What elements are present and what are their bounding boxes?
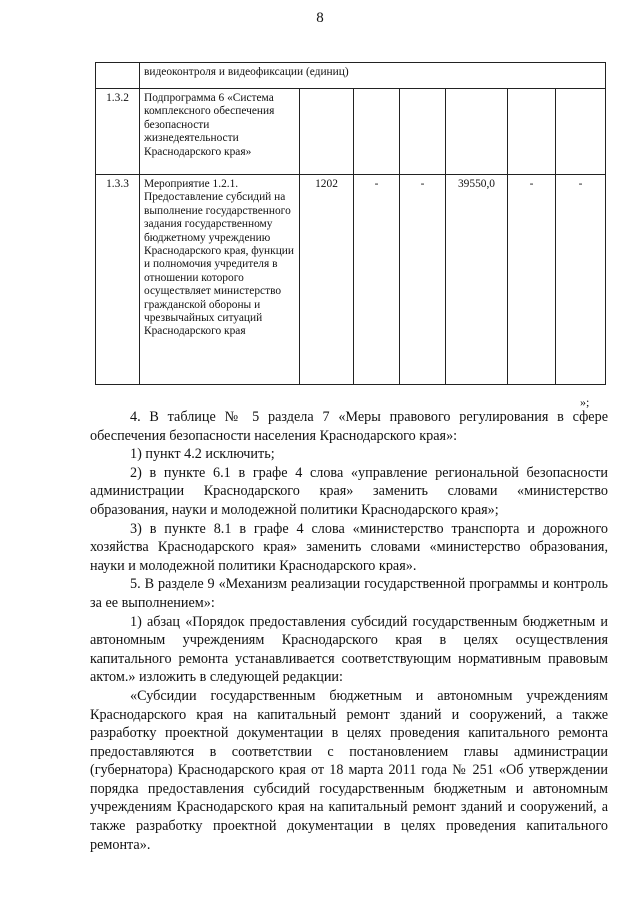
- table-row: [96, 89, 606, 175]
- program-table: [95, 62, 606, 385]
- table-cell: -: [400, 175, 446, 385]
- paragraph: 5. В разделе 9 «Механизм реализации государственной программы и контроль за ее выполнением»:: [90, 576, 608, 611]
- paragraph: «Субсидии государственным бюджетным и автономным учреждениям Краснодарского края на капитальный ремонт зданий и сооружений, а также разработку проектной документации в целях проведения капитального ремонта предоставляются в соответствии с постановлением главы администрации (губернатора) Краснодарского края от 18 марта 2011 года № 251 «Об утверждении порядка предоставления субсидий государственным бюджетным и автономным учреждениям Краснодарского края на капитальный ремонт зданий и сооружений, а также разработку проектной документации в целях проведения капитального ремонта».: [90, 687, 608, 853]
- paragraph: 1) абзац «Порядок предоставления субсидий государственным бюджетным и автономным учреждениям Краснодарского края в целях осуществления капитального ремонта устанавливается соответствующим нормативным правовым актом.» изложить в следующей редакции:: [90, 613, 608, 686]
- table-cell: [446, 89, 508, 175]
- closing-quote: »;: [580, 395, 590, 409]
- paragraph: 2) в пункте 6.1 в графе 4 слова «управление региональной безопасности администрации Краснодарского края» заменить словами «министерство образования, науки и молодежной политики Краснодарского края»;: [90, 464, 608, 518]
- paragraph: 4. В таблице № 5 раздела 7 «Меры правового регулирования в сфере обеспечения безопасности населения Краснодарского края»:: [90, 409, 608, 444]
- row-name: Подпрограмма 6 «Система комплексного обеспечения безопасности жизнедеятельности Краснодарского края»: [140, 89, 300, 175]
- table-cell: -: [508, 175, 556, 385]
- paragraph: 1) пункт 4.2 исключить;: [130, 446, 275, 463]
- body-text: [90, 408, 608, 854]
- row-name: Мероприятие 1.2.1. Предоставление субсидий на выполнение государственного задания государственному бюджетному учреждению Краснодарского края, функции и полномочия учредителя в отношении которого осуществляет министерство гражданской обороны и чрезвычайных ситуаций Краснодарского края: [140, 175, 300, 385]
- table-cell: [556, 89, 606, 175]
- row-number: 1.3.3: [96, 175, 140, 385]
- table-row: [96, 63, 606, 89]
- row-number: 1.3.2: [96, 89, 140, 175]
- table-cell: -: [556, 175, 606, 385]
- page-number: 8: [316, 10, 324, 26]
- row-name: видеоконтроля и видеофиксации (единиц): [140, 63, 606, 89]
- table-row: [96, 175, 606, 385]
- table-cell: -: [354, 175, 400, 385]
- paragraph: 3) в пункте 8.1 в графе 4 слова «министерство транспорта и дорожного хозяйства Краснодарского края» заменить словами «министерство образования, науки и молодежной политики Краснодарского края».: [90, 520, 608, 574]
- row-number: [96, 63, 140, 89]
- table-cell: [354, 89, 400, 175]
- table-cell: 1202: [300, 175, 354, 385]
- table-cell: [400, 89, 446, 175]
- table-cell: [508, 89, 556, 175]
- table-cell: [300, 89, 354, 175]
- table-cell: 39550,0: [446, 175, 508, 385]
